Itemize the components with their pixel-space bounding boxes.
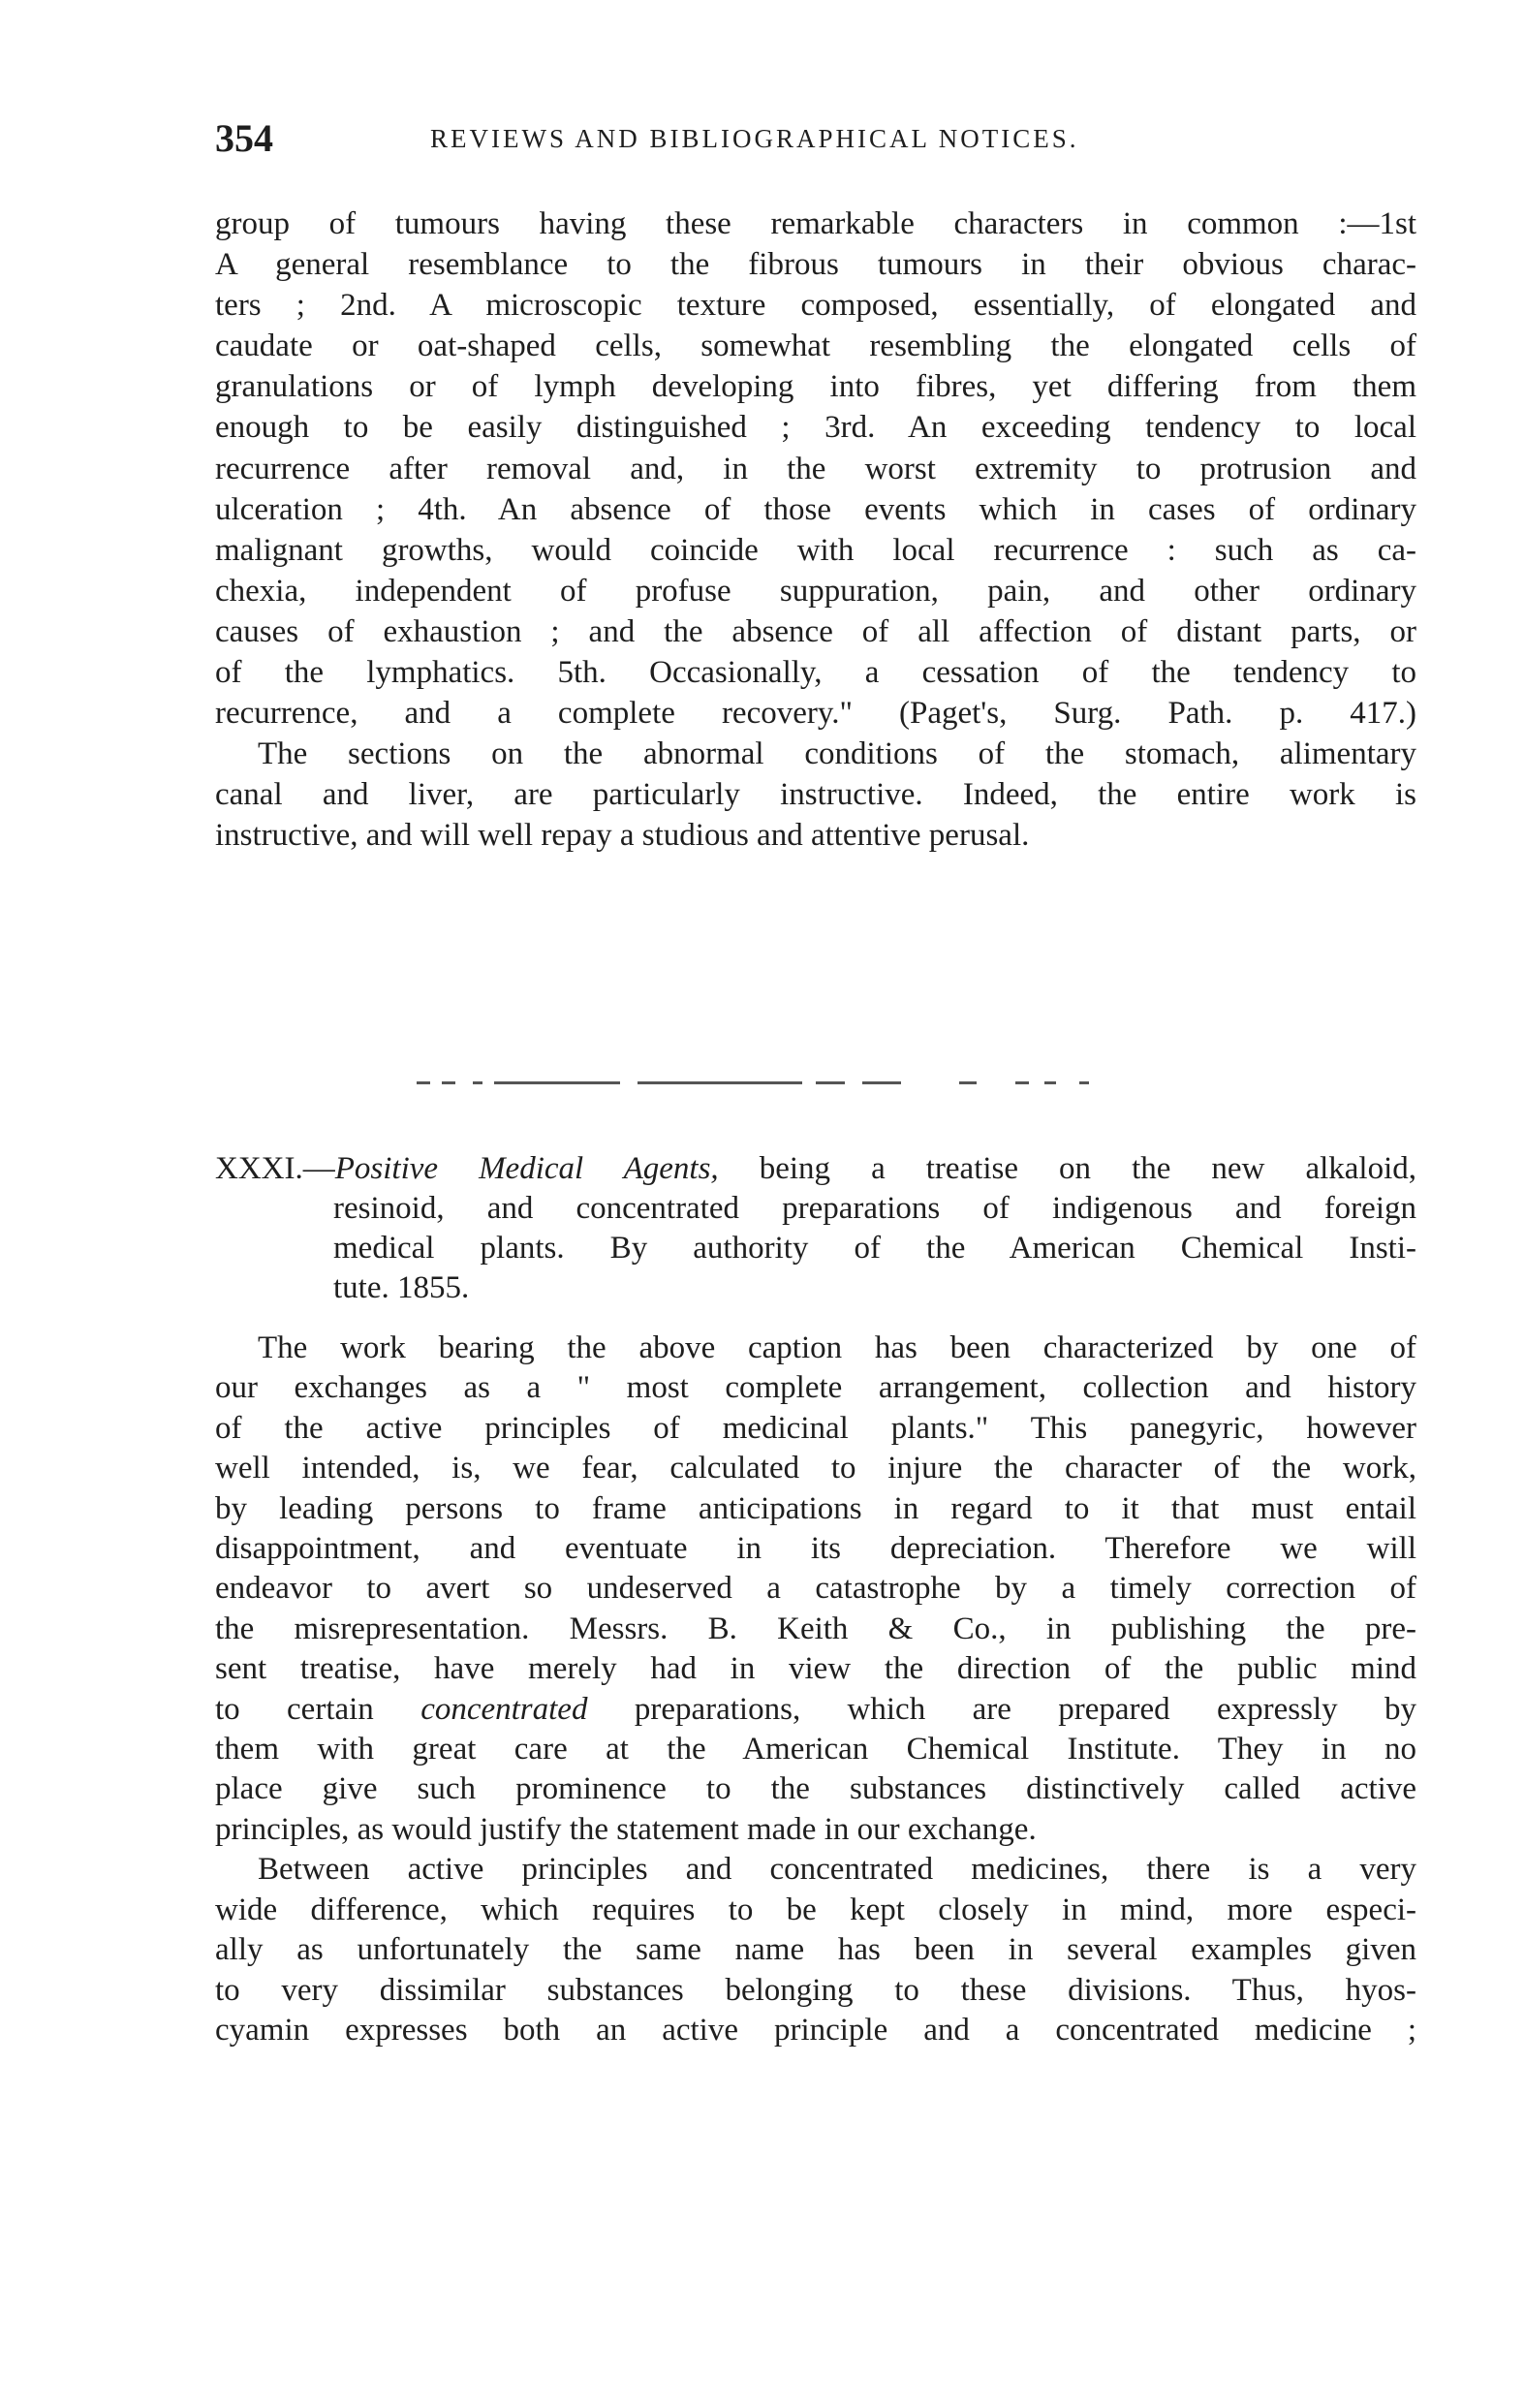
text-line: enough to be easily distinguished ; 3rd. An exceeding tendency to local xyxy=(215,410,1416,446)
text-segment: to certain xyxy=(215,1691,374,1727)
text-line: Between active principles and concentrated medicines, there is a very xyxy=(258,1852,1416,1888)
text-line: endeavor to avert so undeserved a catastrophe by a timely correction of xyxy=(215,1571,1416,1607)
text-line: by leading persons to frame anticipations in regard to it that must entail xyxy=(215,1490,1416,1526)
text-segment: preparations, which are prepared expressly by xyxy=(634,1691,1417,1727)
page-header xyxy=(215,114,1416,163)
text-line: group of tumours having these remarkable characters in common :—1st xyxy=(215,206,1416,241)
article-heading xyxy=(215,1149,1416,1308)
text-line: causes of exhaustion ; and the absence of all affection of distant parts, or xyxy=(215,613,1416,649)
text-line: our exchanges as a " most complete arrangement, collection and history xyxy=(215,1370,1416,1406)
text-line: sent treatise, have merely had in view the direction of the public mind xyxy=(215,1651,1416,1687)
text-line: malignant growths, would coincide with local recurrence : such as ca- xyxy=(215,532,1416,568)
text-line: them with great care at the American Chemical Institute. They in no xyxy=(215,1732,1416,1767)
text-line: caudate or oat-shaped cells, somewhat resembling the elongated cells of xyxy=(215,328,1416,364)
text-line: well intended, is, we fear, calculated to injure the character of the work, xyxy=(215,1451,1416,1486)
text-line: disappointment, and eventuate in its depreciation. Therefore we will xyxy=(215,1531,1416,1567)
heading-line: tute. 1855. xyxy=(333,1270,470,1305)
text-line: principles, as would justify the statement made in our exchange. xyxy=(215,1811,1037,1847)
text-line: granulations or of lymph developing into fibres, yet differing from them xyxy=(215,369,1416,405)
article-title: Positive Medical Agents, xyxy=(334,1151,719,1186)
section-divider xyxy=(417,1076,1095,1091)
text-line: recurrence, and a complete recovery." (Paget's, Surg. Path. p. 417.) xyxy=(215,696,1416,732)
emphasis-concentrated: concentrated xyxy=(420,1691,588,1727)
article-numeral: XXXI.— xyxy=(215,1151,335,1186)
text-line: ulceration ; 4th. An absence of those events which in cases of ordinary xyxy=(215,491,1416,527)
text-line: The sections on the abnormal conditions of the stomach, alimentary xyxy=(258,736,1416,772)
text-line: instructive, and will well repay a studious and attentive perusal. xyxy=(215,818,1030,854)
text-line: wide difference, which requires to be kept closely in mind, more especi- xyxy=(215,1892,1416,1927)
review-body xyxy=(215,1329,1416,2050)
text-line: of the lymphatics. 5th. Occasionally, a cessation of the tendency to xyxy=(215,655,1416,691)
heading-text: being a treatise on the new alkaloid, xyxy=(718,1151,1416,1186)
text-line: recurrence after removal and, in the worst extremity to protrusion and xyxy=(215,451,1416,486)
text-line: The work bearing the above caption has been characterized by one of xyxy=(258,1330,1416,1365)
text-line: of the active principles of medicinal plants." This panegyric, however xyxy=(215,1410,1416,1446)
review-continuation xyxy=(215,203,1416,857)
text-line: A general resemblance to the fibrous tumours in their obvious charac- xyxy=(215,247,1416,283)
running-head: REVIEWS AND BIBLIOGRAPHICAL NOTICES. xyxy=(430,124,1079,153)
heading-line: resinoid, and concentrated preparations of indigenous and foreign xyxy=(333,1191,1416,1226)
text-line: to very dissimilar substances belonging to these divisions. Thus, hyos- xyxy=(215,1972,1416,2008)
text-line: canal and liver, are particularly instructive. Indeed, the entire work is xyxy=(215,777,1416,813)
heading-line xyxy=(215,1149,1416,1189)
text-line: chexia, independent of profuse suppuration, pain, and other ordinary xyxy=(215,573,1416,609)
text-line: place give such prominence to the substances distinctively called active xyxy=(215,1771,1416,1807)
text-line: ally as unfortunately the same name has been in several examples given xyxy=(215,1932,1416,1968)
heading-line: medical plants. By authority of the American Chemical Insti- xyxy=(333,1231,1416,1266)
page-number: 354 xyxy=(215,116,273,160)
text-line: ters ; 2nd. A microscopic texture composed, essentially, of elongated and xyxy=(215,288,1416,324)
text-line: the misrepresentation. Messrs. B. Keith & Co., in publishing the pre- xyxy=(215,1611,1416,1646)
text-line xyxy=(215,1690,1416,1730)
text-line: cyamin expresses both an active principle and a concentrated medicine ; xyxy=(215,2012,1416,2048)
